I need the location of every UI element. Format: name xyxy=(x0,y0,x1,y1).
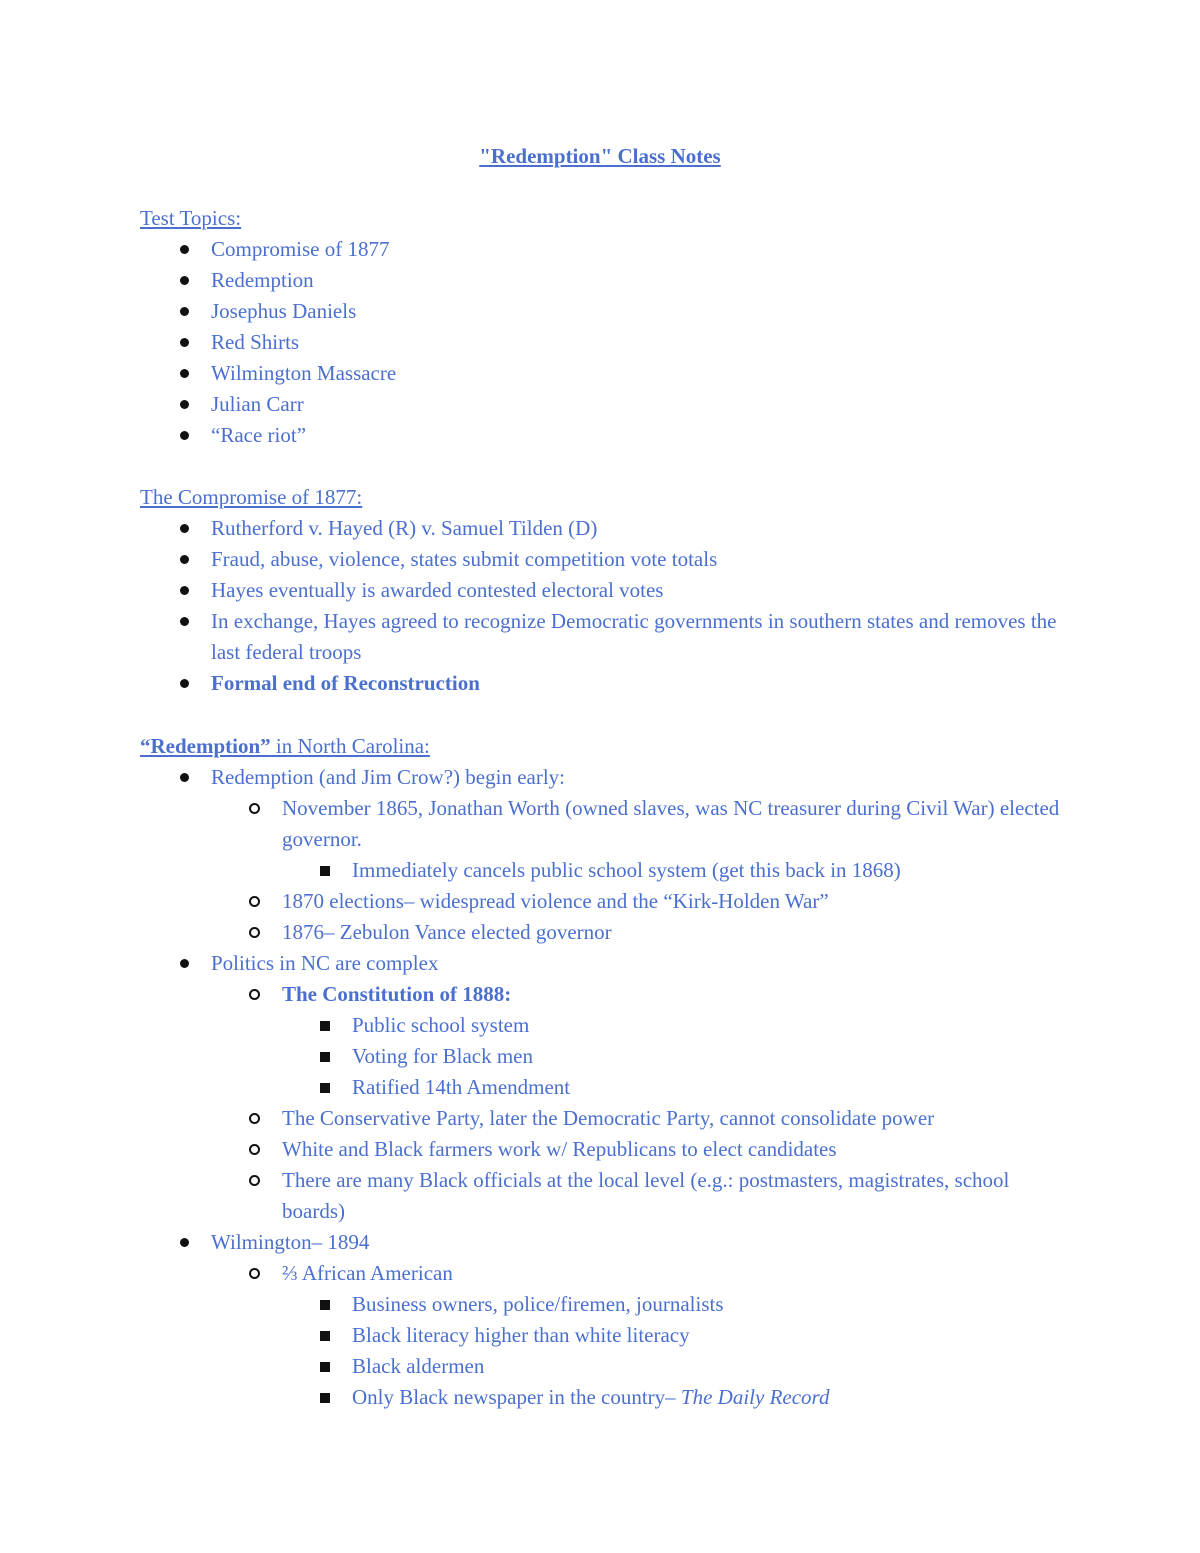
list-item: Immediately cancels public school system (get this back in 1868) xyxy=(140,855,1060,886)
list-item: White and Black farmers work w/ Republicans to elect candidates xyxy=(140,1134,1060,1165)
bullet-icon xyxy=(180,338,189,347)
list-item: Black aldermen xyxy=(140,1351,1060,1382)
list-item: Wilmington– 1894 xyxy=(140,1227,1060,1258)
circle-bullet-icon xyxy=(249,1175,260,1186)
circle-bullet-icon xyxy=(249,989,260,1000)
redemption-nc-heading: “Redemption” in North Carolina: xyxy=(140,734,430,758)
list-item: The Constitution of 1888: xyxy=(140,979,1060,1010)
square-bullet-icon xyxy=(320,1083,330,1093)
bullet-icon xyxy=(180,369,189,378)
redemption-nc-list xyxy=(140,762,1060,1413)
list-item: Red Shirts xyxy=(140,327,1060,358)
circle-bullet-icon xyxy=(249,803,260,814)
list-item: The Conservative Party, later the Democratic Party, cannot consolidate power xyxy=(140,1103,1060,1134)
list-item: Public school system xyxy=(140,1010,1060,1041)
newspaper-title: The Daily Record xyxy=(680,1385,830,1409)
square-bullet-icon xyxy=(320,1052,330,1062)
list-item: Formal end of Reconstruction xyxy=(140,668,1060,699)
list-item: ⅔ African American xyxy=(140,1258,1060,1289)
test-topics-section xyxy=(140,203,1060,451)
list-item: Only Black newspaper in the country– The Daily Record xyxy=(140,1382,1060,1413)
square-bullet-icon xyxy=(320,1300,330,1310)
list-item: Redemption xyxy=(140,265,1060,296)
bullet-icon xyxy=(180,524,189,533)
list-item: Fraud, abuse, violence, states submit competition vote totals xyxy=(140,544,1060,575)
list-item: In exchange, Hayes agreed to recognize Democratic governments in southern states and removes the last federal troops xyxy=(140,606,1060,668)
circle-bullet-icon xyxy=(249,1113,260,1124)
list-item: Hayes eventually is awarded contested electoral votes xyxy=(140,575,1060,606)
bullet-icon xyxy=(180,959,189,968)
bullet-icon xyxy=(180,276,189,285)
square-bullet-icon xyxy=(320,866,330,876)
page-title: "Redemption" Class Notes xyxy=(479,144,721,168)
bullet-icon xyxy=(180,431,189,440)
circle-bullet-icon xyxy=(249,896,260,907)
compromise-list xyxy=(140,513,1060,699)
list-item: 1870 elections– widespread violence and the “Kirk-Holden War” xyxy=(140,886,1060,917)
compromise-section xyxy=(140,482,1060,699)
list-item: 1876– Zebulon Vance elected governor xyxy=(140,917,1060,948)
bullet-icon xyxy=(180,773,189,782)
list-item: “Race riot” xyxy=(140,420,1060,451)
list-item: November 1865, Jonathan Worth (owned slaves, was NC treasurer during Civil War) elected governor. xyxy=(140,793,1060,855)
square-bullet-icon xyxy=(320,1331,330,1341)
test-topics-heading: Test Topics: xyxy=(140,206,242,230)
list-item: Ratified 14th Amendment xyxy=(140,1072,1060,1103)
bullet-icon xyxy=(180,617,189,626)
list-item: Wilmington Massacre xyxy=(140,358,1060,389)
bullet-icon xyxy=(180,1238,189,1247)
list-item: Politics in NC are complex xyxy=(140,948,1060,979)
compromise-heading: The Compromise of 1877: xyxy=(140,485,363,509)
list-item: There are many Black officials at the local level (e.g.: postmasters, magistrates, school boards) xyxy=(140,1165,1060,1227)
circle-bullet-icon xyxy=(249,927,260,938)
list-item: Business owners, police/firemen, journalists xyxy=(140,1289,1060,1320)
list-item: Rutherford v. Hayed (R) v. Samuel Tilden (D) xyxy=(140,513,1060,544)
circle-bullet-icon xyxy=(249,1144,260,1155)
test-topics-list xyxy=(140,234,1060,451)
bullet-icon xyxy=(180,307,189,316)
circle-bullet-icon xyxy=(249,1268,260,1279)
list-item: Voting for Black men xyxy=(140,1041,1060,1072)
list-item: Julian Carr xyxy=(140,389,1060,420)
bullet-icon xyxy=(180,400,189,409)
square-bullet-icon xyxy=(320,1362,330,1372)
bullet-icon xyxy=(180,555,189,564)
bullet-icon xyxy=(180,679,189,688)
bullet-icon xyxy=(180,245,189,254)
list-item: Compromise of 1877 xyxy=(140,234,1060,265)
square-bullet-icon xyxy=(320,1393,330,1403)
list-item: Josephus Daniels xyxy=(140,296,1060,327)
redemption-nc-section xyxy=(140,731,1060,1413)
bullet-icon xyxy=(180,586,189,595)
list-item: Black literacy higher than white literacy xyxy=(140,1320,1060,1351)
list-item: Redemption (and Jim Crow?) begin early: xyxy=(140,762,1060,793)
square-bullet-icon xyxy=(320,1021,330,1031)
